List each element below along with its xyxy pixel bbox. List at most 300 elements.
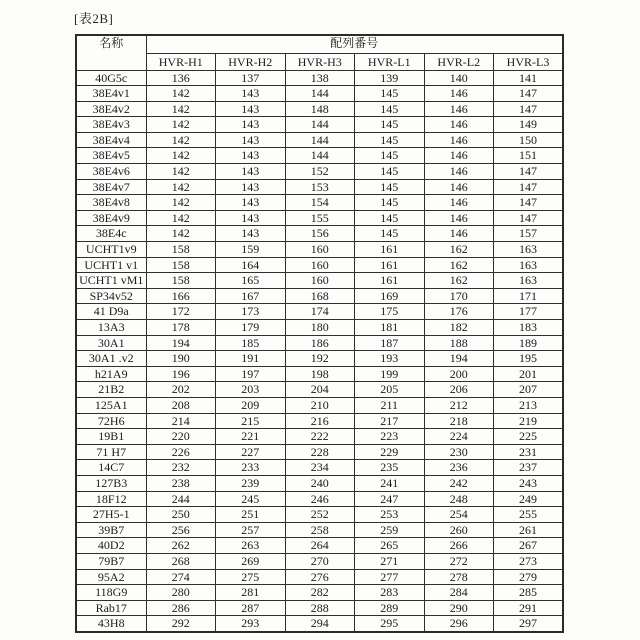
seq-number-cell: 217 (355, 413, 425, 429)
seq-number-cell: 237 (494, 460, 564, 476)
seq-number-cell: 168 (285, 288, 355, 304)
row-name: 30A1 (76, 335, 146, 351)
seq-number-cell: 144 (285, 117, 355, 133)
table-row (76, 320, 563, 336)
seq-number-cell: 201 (494, 366, 564, 382)
seq-number-cell: 287 (216, 600, 286, 616)
seq-number-cell: 293 (216, 616, 286, 632)
seq-number-cell: 145 (355, 86, 425, 102)
sequence-number-group-header: 配列番号 (146, 35, 563, 53)
table-row (76, 553, 563, 569)
row-name: 38E4c (76, 226, 146, 242)
seq-number-cell: 220 (146, 429, 216, 445)
table-row (76, 210, 563, 226)
column-header-hvr-l1: HVR-L1 (355, 53, 425, 70)
seq-number-cell: 177 (494, 304, 564, 320)
seq-number-cell: 218 (424, 413, 494, 429)
seq-number-cell: 142 (146, 164, 216, 180)
seq-number-cell: 241 (355, 475, 425, 491)
seq-number-cell: 289 (355, 600, 425, 616)
seq-number-cell: 157 (494, 226, 564, 242)
seq-number-cell: 143 (216, 226, 286, 242)
seq-number-cell: 143 (216, 210, 286, 226)
seq-number-cell: 144 (285, 86, 355, 102)
seq-number-cell: 189 (494, 335, 564, 351)
table-row (76, 132, 563, 148)
seq-number-cell: 142 (146, 132, 216, 148)
seq-number-cell: 213 (494, 397, 564, 413)
seq-number-cell: 142 (146, 226, 216, 242)
seq-number-cell: 160 (285, 273, 355, 289)
seq-number-cell: 262 (146, 538, 216, 554)
seq-number-cell: 268 (146, 553, 216, 569)
row-name: 72H6 (76, 413, 146, 429)
seq-number-cell: 160 (285, 242, 355, 258)
seq-number-cell: 175 (355, 304, 425, 320)
row-name: 38E4v9 (76, 210, 146, 226)
seq-number-cell: 194 (146, 335, 216, 351)
seq-number-cell: 161 (355, 257, 425, 273)
seq-number-cell: 255 (494, 507, 564, 523)
table-row (76, 288, 563, 304)
row-name: 79B7 (76, 553, 146, 569)
seq-number-cell: 216 (285, 413, 355, 429)
table-row (76, 569, 563, 585)
seq-number-cell: 267 (494, 538, 564, 554)
seq-number-cell: 234 (285, 460, 355, 476)
seq-number-cell: 275 (216, 569, 286, 585)
seq-number-cell: 278 (424, 569, 494, 585)
seq-number-cell: 147 (494, 86, 564, 102)
seq-number-cell: 256 (146, 522, 216, 538)
seq-number-cell: 198 (285, 366, 355, 382)
table-row (76, 273, 563, 289)
row-name: 13A3 (76, 320, 146, 336)
seq-number-cell: 162 (424, 273, 494, 289)
row-name: 38E4v2 (76, 101, 146, 117)
seq-number-cell: 203 (216, 382, 286, 398)
seq-number-cell: 142 (146, 101, 216, 117)
seq-number-cell: 140 (424, 70, 494, 86)
seq-number-cell: 146 (424, 210, 494, 226)
seq-number-cell: 191 (216, 351, 286, 367)
seq-number-cell: 137 (216, 70, 286, 86)
seq-number-cell: 206 (424, 382, 494, 398)
seq-number-cell: 146 (424, 117, 494, 133)
seq-number-cell: 153 (285, 179, 355, 195)
seq-number-cell: 145 (355, 101, 425, 117)
seq-number-cell: 163 (494, 273, 564, 289)
table-row (76, 351, 563, 367)
row-name: UCHT1 v1 (76, 257, 146, 273)
seq-number-cell: 230 (424, 444, 494, 460)
seq-number-cell: 242 (424, 475, 494, 491)
seq-number-cell: 171 (494, 288, 564, 304)
seq-number-cell: 145 (355, 164, 425, 180)
seq-number-cell: 292 (146, 616, 216, 632)
seq-number-cell: 294 (285, 616, 355, 632)
seq-number-cell: 261 (494, 522, 564, 538)
table-row (76, 600, 563, 616)
table-row (76, 164, 563, 180)
seq-number-cell: 148 (285, 101, 355, 117)
seq-number-cell: 151 (494, 148, 564, 164)
seq-number-cell: 142 (146, 210, 216, 226)
seq-number-cell: 176 (424, 304, 494, 320)
seq-number-cell: 156 (285, 226, 355, 242)
seq-number-cell: 286 (146, 600, 216, 616)
seq-number-cell: 170 (424, 288, 494, 304)
table-row (76, 70, 563, 86)
row-name: 38E4v1 (76, 86, 146, 102)
table-row (76, 460, 563, 476)
seq-number-cell: 226 (146, 444, 216, 460)
row-name: 118G9 (76, 585, 146, 601)
seq-number-cell: 142 (146, 148, 216, 164)
seq-number-cell: 185 (216, 335, 286, 351)
row-name: 43H8 (76, 616, 146, 632)
table-row (76, 397, 563, 413)
seq-number-cell: 155 (285, 210, 355, 226)
row-name: 38E4v4 (76, 132, 146, 148)
seq-number-cell: 264 (285, 538, 355, 554)
seq-number-cell: 208 (146, 397, 216, 413)
seq-number-cell: 211 (355, 397, 425, 413)
table-row (76, 242, 563, 258)
seq-number-cell: 246 (285, 491, 355, 507)
seq-number-cell: 145 (355, 226, 425, 242)
seq-number-cell: 169 (355, 288, 425, 304)
seq-number-cell: 146 (424, 132, 494, 148)
seq-number-cell: 265 (355, 538, 425, 554)
seq-number-cell: 235 (355, 460, 425, 476)
column-header-row (76, 53, 563, 70)
table-row (76, 538, 563, 554)
column-header-hvr-l3: HVR-L3 (494, 53, 564, 70)
seq-number-cell: 146 (424, 148, 494, 164)
seq-number-cell: 178 (146, 320, 216, 336)
seq-number-cell: 295 (355, 616, 425, 632)
seq-number-cell: 281 (216, 585, 286, 601)
seq-number-cell: 146 (424, 226, 494, 242)
seq-number-cell: 194 (424, 351, 494, 367)
seq-number-cell: 215 (216, 413, 286, 429)
seq-number-cell: 142 (146, 86, 216, 102)
table-caption: [表2B] (74, 11, 114, 26)
seq-number-cell: 161 (355, 242, 425, 258)
table-row (76, 429, 563, 445)
seq-number-cell: 152 (285, 164, 355, 180)
seq-number-cell: 143 (216, 101, 286, 117)
seq-number-cell: 229 (355, 444, 425, 460)
seq-number-cell: 282 (285, 585, 355, 601)
table-row (76, 179, 563, 195)
seq-number-cell: 210 (285, 397, 355, 413)
seq-number-cell: 181 (355, 320, 425, 336)
seq-number-cell: 190 (146, 351, 216, 367)
seq-number-cell: 138 (285, 70, 355, 86)
row-name: 38E4v6 (76, 164, 146, 180)
seq-number-cell: 174 (285, 304, 355, 320)
seq-number-cell: 166 (146, 288, 216, 304)
seq-number-cell: 248 (424, 491, 494, 507)
seq-number-cell: 195 (494, 351, 564, 367)
seq-number-cell: 245 (216, 491, 286, 507)
seq-number-cell: 219 (494, 413, 564, 429)
seq-number-cell: 145 (355, 195, 425, 211)
seq-number-cell: 259 (355, 522, 425, 538)
seq-number-cell: 254 (424, 507, 494, 523)
seq-number-cell: 142 (146, 179, 216, 195)
seq-number-cell: 207 (494, 382, 564, 398)
row-name: 30A1 .v2 (76, 351, 146, 367)
table-row (76, 86, 563, 102)
seq-number-cell: 145 (355, 179, 425, 195)
seq-number-cell: 143 (216, 86, 286, 102)
seq-number-cell: 284 (424, 585, 494, 601)
seq-number-cell: 263 (216, 538, 286, 554)
seq-number-cell: 147 (494, 179, 564, 195)
seq-number-cell: 158 (146, 273, 216, 289)
table-row (76, 444, 563, 460)
seq-number-cell: 223 (355, 429, 425, 445)
seq-number-cell: 139 (355, 70, 425, 86)
seq-number-cell: 172 (146, 304, 216, 320)
seq-number-cell: 145 (355, 148, 425, 164)
seq-number-cell: 163 (494, 257, 564, 273)
seq-number-cell: 260 (424, 522, 494, 538)
seq-number-cell: 144 (285, 132, 355, 148)
seq-number-cell: 205 (355, 382, 425, 398)
table-row (76, 335, 563, 351)
seq-number-cell: 136 (146, 70, 216, 86)
seq-number-cell: 269 (216, 553, 286, 569)
seq-number-cell: 221 (216, 429, 286, 445)
seq-number-cell: 240 (285, 475, 355, 491)
table-row (76, 195, 563, 211)
seq-number-cell: 180 (285, 320, 355, 336)
seq-number-cell: 186 (285, 335, 355, 351)
seq-number-cell: 252 (285, 507, 355, 523)
seq-number-cell: 231 (494, 444, 564, 460)
seq-number-cell: 159 (216, 242, 286, 258)
row-name: 95A2 (76, 569, 146, 585)
table-row (76, 226, 563, 242)
seq-number-cell: 222 (285, 429, 355, 445)
seq-number-cell: 146 (424, 195, 494, 211)
seq-number-cell: 272 (424, 553, 494, 569)
seq-number-cell: 147 (494, 164, 564, 180)
seq-number-cell: 146 (424, 101, 494, 117)
seq-number-cell: 146 (424, 179, 494, 195)
seq-number-cell: 273 (494, 553, 564, 569)
seq-number-cell: 143 (216, 132, 286, 148)
seq-number-cell: 200 (424, 366, 494, 382)
seq-number-cell: 149 (494, 117, 564, 133)
seq-number-cell: 288 (285, 600, 355, 616)
seq-number-cell: 276 (285, 569, 355, 585)
row-name: UCHT1v9 (76, 242, 146, 258)
seq-number-cell: 285 (494, 585, 564, 601)
seq-number-cell: 146 (424, 164, 494, 180)
sequence-number-table (75, 34, 564, 633)
seq-number-cell: 279 (494, 569, 564, 585)
seq-number-cell: 143 (216, 148, 286, 164)
row-name: 21B2 (76, 382, 146, 398)
seq-number-cell: 277 (355, 569, 425, 585)
seq-number-cell: 142 (146, 195, 216, 211)
seq-number-cell: 143 (216, 179, 286, 195)
seq-number-cell: 160 (285, 257, 355, 273)
seq-number-cell: 233 (216, 460, 286, 476)
seq-number-cell: 146 (424, 86, 494, 102)
seq-number-cell: 224 (424, 429, 494, 445)
row-name: 14C7 (76, 460, 146, 476)
seq-number-cell: 145 (355, 132, 425, 148)
seq-number-cell: 228 (285, 444, 355, 460)
seq-number-cell: 202 (146, 382, 216, 398)
seq-number-cell: 163 (494, 242, 564, 258)
seq-number-cell: 296 (424, 616, 494, 632)
table-row (76, 101, 563, 117)
seq-number-cell: 142 (146, 117, 216, 133)
seq-number-cell: 271 (355, 553, 425, 569)
row-name: SP34v52 (76, 288, 146, 304)
row-name: 40G5c (76, 70, 146, 86)
seq-number-cell: 165 (216, 273, 286, 289)
column-header-hvr-h3: HVR-H3 (285, 53, 355, 70)
seq-number-cell: 253 (355, 507, 425, 523)
seq-number-cell: 188 (424, 335, 494, 351)
row-name: Rab17 (76, 600, 146, 616)
seq-number-cell: 243 (494, 475, 564, 491)
table-row (76, 475, 563, 491)
table-row (76, 413, 563, 429)
seq-number-cell: 204 (285, 382, 355, 398)
seq-number-cell: 143 (216, 117, 286, 133)
seq-number-cell: 280 (146, 585, 216, 601)
seq-number-cell: 251 (216, 507, 286, 523)
seq-number-cell: 173 (216, 304, 286, 320)
row-name: 40D2 (76, 538, 146, 554)
seq-number-cell: 266 (424, 538, 494, 554)
seq-number-cell: 145 (355, 117, 425, 133)
seq-number-cell: 162 (424, 257, 494, 273)
table-row (76, 507, 563, 523)
seq-number-cell: 257 (216, 522, 286, 538)
seq-number-cell: 196 (146, 366, 216, 382)
row-name: h21A9 (76, 366, 146, 382)
seq-number-cell: 239 (216, 475, 286, 491)
seq-number-cell: 164 (216, 257, 286, 273)
table-row (76, 491, 563, 507)
seq-number-cell: 162 (424, 242, 494, 258)
row-name: 41 D9a (76, 304, 146, 320)
seq-number-cell: 199 (355, 366, 425, 382)
seq-number-cell: 236 (424, 460, 494, 476)
seq-number-cell: 161 (355, 273, 425, 289)
row-name: 38E4v3 (76, 117, 146, 133)
row-name: 27H5-1 (76, 507, 146, 523)
row-name: 125A1 (76, 397, 146, 413)
seq-number-cell: 274 (146, 569, 216, 585)
seq-number-cell: 143 (216, 164, 286, 180)
row-name: UCHT1 vM1 (76, 273, 146, 289)
seq-number-cell: 145 (355, 210, 425, 226)
table-row (76, 616, 563, 632)
seq-number-cell: 193 (355, 351, 425, 367)
seq-number-cell: 141 (494, 70, 564, 86)
table-header (76, 35, 563, 70)
seq-number-cell: 179 (216, 320, 286, 336)
row-name: 127B3 (76, 475, 146, 491)
row-name: 39B7 (76, 522, 146, 538)
seq-number-cell: 158 (146, 242, 216, 258)
seq-number-cell: 197 (216, 366, 286, 382)
seq-number-cell: 212 (424, 397, 494, 413)
table-row (76, 366, 563, 382)
row-name: 18F12 (76, 491, 146, 507)
seq-number-cell: 214 (146, 413, 216, 429)
seq-number-cell: 225 (494, 429, 564, 445)
table-row (76, 585, 563, 601)
seq-number-cell: 227 (216, 444, 286, 460)
seq-number-cell: 143 (216, 195, 286, 211)
table-row (76, 382, 563, 398)
column-header-hvr-h1: HVR-H1 (146, 53, 216, 70)
seq-number-cell: 144 (285, 148, 355, 164)
seq-number-cell: 297 (494, 616, 564, 632)
seq-number-cell: 270 (285, 553, 355, 569)
seq-number-cell: 291 (494, 600, 564, 616)
table-body (76, 70, 563, 632)
row-name: 38E4v7 (76, 179, 146, 195)
seq-number-cell: 283 (355, 585, 425, 601)
column-header-hvr-h2: HVR-H2 (216, 53, 286, 70)
seq-number-cell: 150 (494, 132, 564, 148)
seq-number-cell: 209 (216, 397, 286, 413)
seq-number-cell: 244 (146, 491, 216, 507)
seq-number-cell: 167 (216, 288, 286, 304)
group-header-row (76, 35, 563, 53)
row-name: 38E4v5 (76, 148, 146, 164)
seq-number-cell: 247 (355, 491, 425, 507)
name-column-header: 名称 (76, 35, 146, 70)
seq-number-cell: 147 (494, 210, 564, 226)
column-header-hvr-l2: HVR-L2 (424, 53, 494, 70)
seq-number-cell: 183 (494, 320, 564, 336)
seq-number-cell: 249 (494, 491, 564, 507)
table-row (76, 522, 563, 538)
seq-number-cell: 182 (424, 320, 494, 336)
row-name: 19B1 (76, 429, 146, 445)
row-name: 38E4v8 (76, 195, 146, 211)
table-row (76, 257, 563, 273)
table-row (76, 304, 563, 320)
seq-number-cell: 232 (146, 460, 216, 476)
seq-number-cell: 147 (494, 101, 564, 117)
seq-number-cell: 290 (424, 600, 494, 616)
seq-number-cell: 187 (355, 335, 425, 351)
seq-number-cell: 258 (285, 522, 355, 538)
seq-number-cell: 154 (285, 195, 355, 211)
seq-number-cell: 250 (146, 507, 216, 523)
seq-number-cell: 192 (285, 351, 355, 367)
seq-number-cell: 238 (146, 475, 216, 491)
table-row (76, 148, 563, 164)
seq-number-cell: 147 (494, 195, 564, 211)
seq-number-cell: 158 (146, 257, 216, 273)
